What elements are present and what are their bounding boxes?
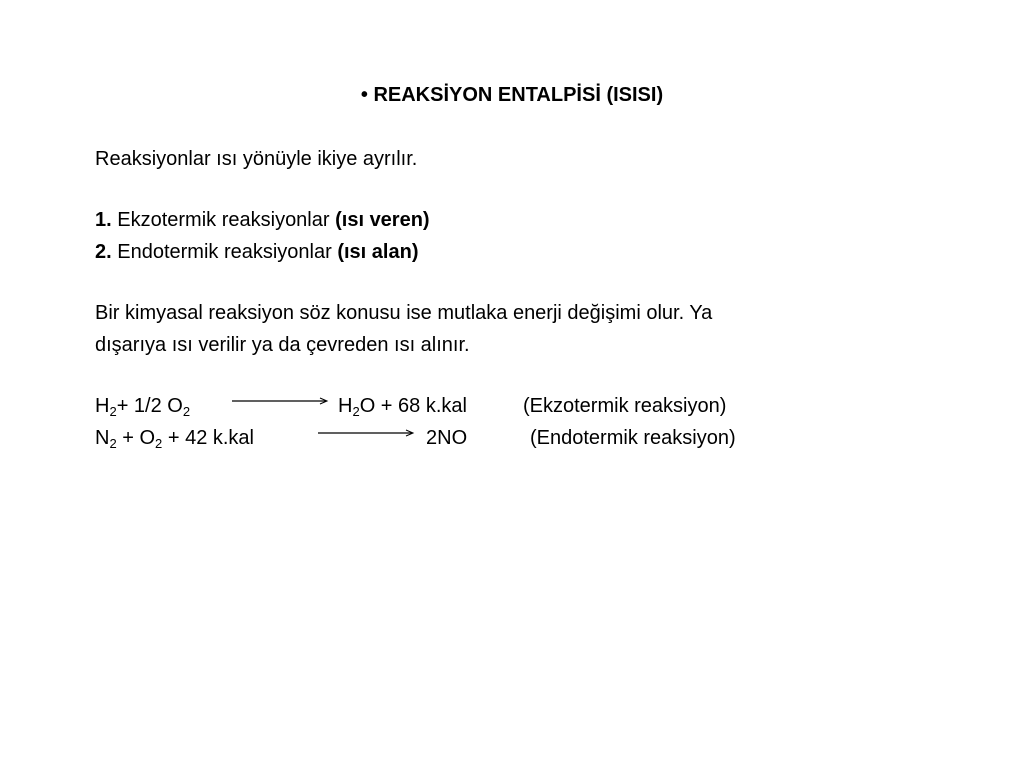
- type-item-2-number: 2.: [95, 241, 112, 263]
- equation-1-r2: + 1/2 O: [116, 395, 183, 417]
- equation-2-r3: + 42 k.kal: [162, 427, 254, 449]
- equation-1-reactants: [95, 395, 190, 418]
- type-item-2-note: (ısı alan): [337, 241, 419, 263]
- equation-endothermic: [0, 427, 1024, 457]
- paragraph-line-2: dışarıya ısı verilir ya da çevreden ısı alınır.: [95, 334, 470, 356]
- equation-2-reactants: [95, 427, 254, 450]
- type-item-1: [95, 209, 430, 232]
- equation-2-r2: + O: [116, 427, 156, 449]
- equation-2-r1: N: [95, 427, 110, 449]
- paragraph-line-1: Bir kimyasal reaksiyon söz konusu ise mutlaka enerji değişimi olur. Ya: [95, 302, 713, 324]
- equation-1-r1-sub: 2: [109, 404, 117, 419]
- equation-1-p2: O + 68 k.kal: [359, 395, 467, 417]
- type-item-2: [95, 241, 418, 264]
- type-item-1-number: 1.: [95, 209, 112, 231]
- type-item-2-text: Endotermik reaksiyonlar: [117, 241, 332, 263]
- equation-exothermic: [0, 395, 1024, 425]
- reaction-arrow-icon: [230, 395, 330, 411]
- equation-2-products: 2NO: [426, 427, 468, 449]
- intro-text: Reaksiyonlar ısı yönüyle ikiye ayrılır.: [95, 148, 418, 170]
- equation-2-r1-sub: 2: [109, 436, 117, 451]
- equation-2-r2-sub: 2: [155, 436, 163, 451]
- type-item-1-text: Ekzotermik reaksiyonlar: [117, 209, 330, 231]
- equation-1-p1-sub: 2: [352, 404, 360, 419]
- equation-2-label: (Endotermik reaksiyon): [530, 427, 736, 449]
- equation-1-r2-sub: 2: [182, 404, 191, 419]
- equation-1-label: (Ekzotermik reaksiyon): [523, 395, 727, 417]
- slide-title: • REAKSİYON ENTALPİSİ (ISISI): [360, 84, 664, 106]
- type-item-1-note: (ısı veren): [335, 209, 430, 231]
- equation-1-r1: H: [95, 395, 110, 417]
- reaction-arrow-icon: [316, 427, 416, 443]
- equation-1-products: [338, 395, 467, 418]
- equation-1-p1: H: [338, 395, 353, 417]
